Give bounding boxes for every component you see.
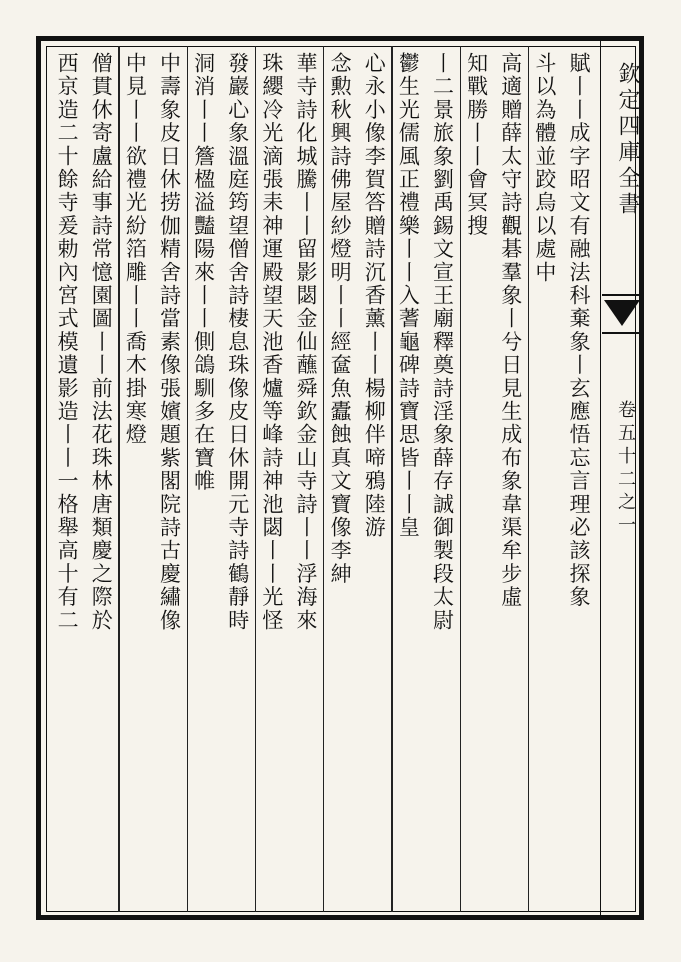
text-column-14: 中見丨丨欲禮光紛箔雕丨丨喬木掛寒燈 — [123, 52, 148, 447]
fish-tail-mark — [604, 300, 640, 326]
text-column-7: 心永小像李賀答贈詩沉香薰丨丨楊柳伴啼鴉陸游 — [362, 52, 387, 540]
text-column-9: 華寺詩化城騰丨丨留影閟金仙蘸舜欽金山寺詩丨丨浮海來 — [294, 52, 318, 632]
text-column-4: 知戰勝丨丨會冥搜 — [464, 52, 489, 238]
text-column-8: 念勲秋興詩佛屋紗燈明丨丨經奩魚蠹蝕真文寶像李紳 — [328, 52, 353, 586]
text-column-15: 僧貫休寄盧給事詩常憶園圖丨丨前法花珠林唐類慶之際於 — [89, 52, 114, 632]
text-column-11: 發巖心象溫庭筠望僧舍詩棲息珠像皮日休開元寺詩鶴靜時 — [225, 52, 250, 632]
juan-number: 卷五十二之一 — [615, 400, 636, 538]
book-title: 欽定四庫全書 — [615, 62, 640, 218]
text-column-6: 鬱生光儒風正禮樂丨丨入蓍龜碑詩寶思皆丨丨皇 — [396, 52, 421, 540]
text-column-2: 斗以為體並跤烏以處中 — [532, 52, 557, 284]
text-column-13: 中壽象皮日休捞伽精舍詩當素像張嬪題紫閣院詩古慶繡像 — [157, 52, 182, 632]
fish-tail-rule-bottom — [602, 332, 640, 334]
text-column-5: 丨二景旅象劉禹錫文宣王廟釋奠詩淫象薛存誠御製段太尉 — [430, 52, 455, 632]
text-column-10: 珠纓冷光滴張耒神運殿望天池香爐等峰詩神池閟丨丨光怪 — [259, 52, 284, 632]
text-column-3: 高適贈薛太守詩觀碁羣象丨兮日見生成布象韋渠牟步虛 — [498, 52, 523, 609]
text-column-1: 賦丨丨成字昭文有融法科棄象丨玄應悟忘言理必該探象 — [567, 52, 591, 609]
text-column-12: 洞消丨丨簷楹溢豔陽來丨丨側鴿馴多在寶帷 — [191, 52, 216, 493]
text-column-16: 西京造二十餘寺爰勅內宮式模遺影造丨丨一格舉高十有二 — [55, 52, 80, 632]
fish-tail-rule-top — [602, 294, 640, 296]
